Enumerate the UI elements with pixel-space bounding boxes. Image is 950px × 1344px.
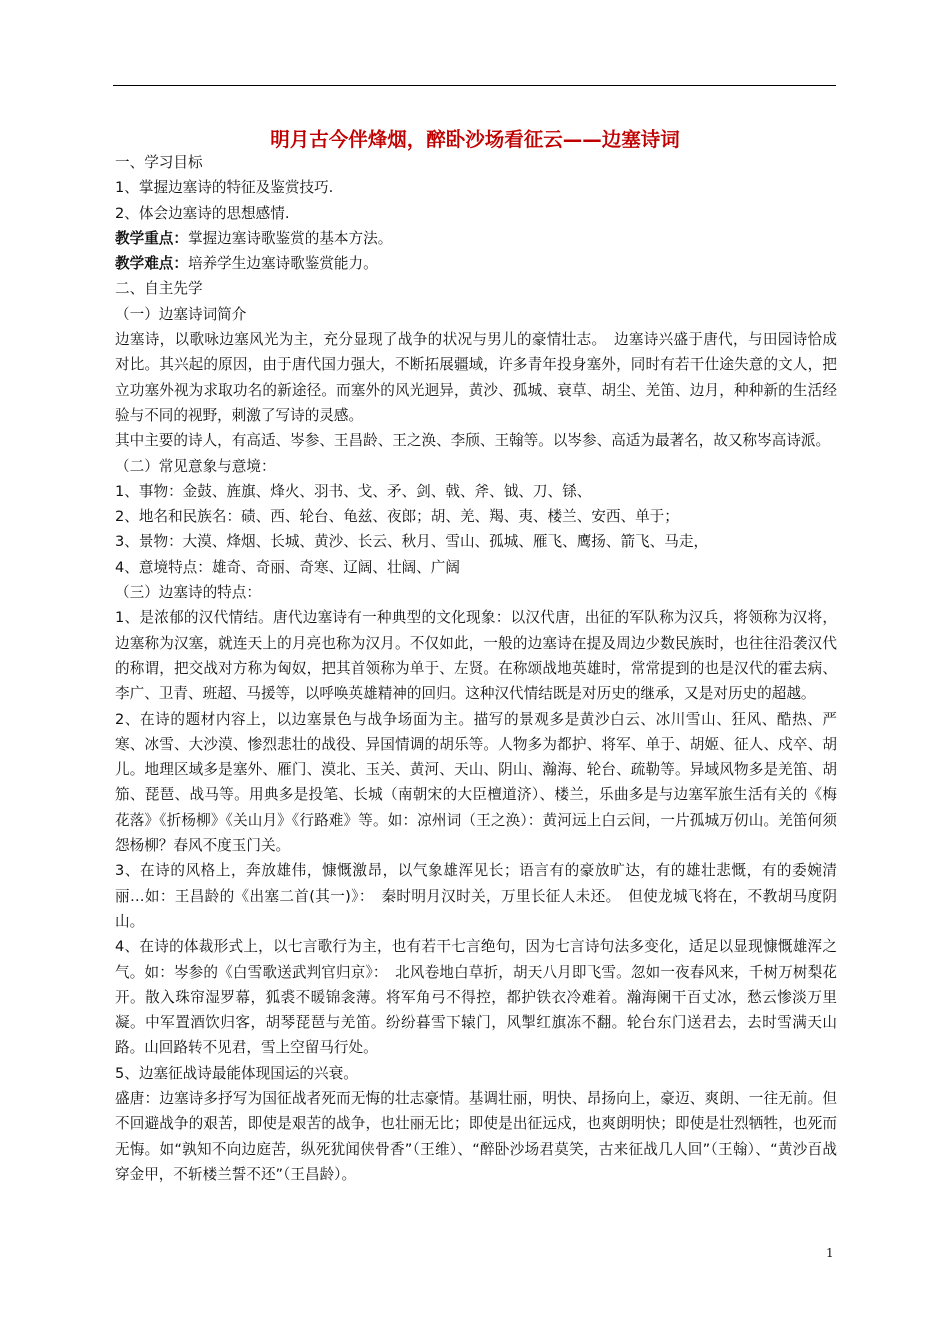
imagery-item: 1、事物：金鼓、旌旗、烽火、羽书、戈、矛、剑、戟、斧、钺、刀、铩、	[115, 482, 592, 500]
subsection-heading: （一）边塞诗词简介	[115, 305, 247, 323]
paragraph-intro: 边塞诗，以歌咏边塞风光为主，充分显现了战争的状况与男儿的豪情壮志。 边塞诗兴盛于唐代，与田园诗恰成对比。其兴起的原因，由于唐代国力强大，不断拓展疆域，许多青年投身塞外，同时有若干仕途失意的文人，把立功塞外视为求取功名的新途径。而塞外的风光迥异，黄沙、孤城、衰草、胡尘、羌笛、边月，种种新的生活经验与不同的视野，刺激了写诗的灵感。	[115, 331, 837, 424]
key-point-label: 教学重点：	[115, 229, 188, 247]
imagery-item: 3、景物：大漠、烽烟、长城、黄沙、长云、秋月、雪山、孤城、雁飞、鹰扬、箭飞、马走，	[115, 533, 709, 551]
goal-item: 2、体会边塞诗的思想感情.	[115, 204, 290, 222]
subsection-heading: （三）边塞诗的特点：	[115, 584, 261, 602]
goal-item: 1、掌握边塞诗的特征及鉴赏技巧.	[115, 179, 334, 197]
page-title: 明月古今伴烽烟，醉卧沙场看征云——边塞诗词	[270, 128, 680, 151]
subsection-heading: （二）常见意象与意境：	[115, 457, 276, 475]
key-point-text: 掌握边塞诗歌鉴赏的基本方法。	[187, 229, 393, 247]
feature-paragraph: 5、边塞征战诗最能体现国运的兴衰。	[115, 1064, 358, 1082]
header-rule	[113, 85, 836, 86]
feature-paragraph: 1、是浓郁的汉代情结。唐代边塞诗有一种典型的文化现象：以汉代唐，出征的军队称为汉兵，将领称为汉将，边塞称为汉塞，就连天上的月亮也称为汉月。不仅如此，一般的边塞诗在提及周边少数民族时，也往往沿袭汉代的称谓，把交战对方称为匈奴，把其首领称为单于、左贤。在称颂战地英雄时，常常提到的也是汉代的霍去病、李广、卫青、班超、马援等，以呼唤英雄精神的回归。这种汉代情结既是对历史的继承，又是对历史的超越。	[115, 609, 837, 703]
section-heading-goals: 一、学习目标	[115, 154, 203, 171]
difficulty-label: 教学难点：	[115, 255, 188, 273]
feature-paragraph: 盛唐：边塞诗多抒写为国征战者死而无悔的壮志豪情。基调壮丽，明快、昂扬向上，豪迈、爽朗、一往无前。但不回避战争的艰苦，即使是艰苦的战争，也壮丽无比；即使是出征远戍，也爽朗明快；即使是壮烈牺牲，也死而无悔。如“孰知不向边庭苦，纵死犹闻侠骨香”（王维）、“醉卧沙场君莫笑，古来征战几人回”（王翰）、“黄沙百战穿金甲，不斩楼兰誓不还”（王昌龄）。	[115, 1089, 837, 1183]
paragraph-poets: 其中主要的诗人，有高适、岑参、王昌龄、王之涣、李颀、王翰等。以岑参、高适为最著名，故又称岑高诗派。	[115, 432, 831, 450]
imagery-item: 2、地名和民族名：碛、西、轮台、龟兹、夜郎；胡、羌、羯、夷、楼兰、安西、单于；	[115, 508, 679, 526]
page-number: 1	[826, 1246, 834, 1260]
section-heading-self-study: 二、自主先学	[115, 280, 203, 298]
difficulty-text: 培养学生边塞诗歌鉴赏能力。	[187, 255, 378, 273]
feature-paragraph: 3、在诗的风格上，奔放雄伟，慷慨激昂，以气象雄浑见长；语言有的豪放旷达，有的雄壮悲慨，有的委婉清丽…如：王昌龄的《出塞二首(其一)》： 秦时明月汉时关，万里长征人未还。 但使龙城飞将在，不教胡马度阴山。	[115, 862, 837, 930]
feature-paragraph: 2、在诗的题材内容上，以边塞景色与战争场面为主。描写的景观多是黄沙白云、冰川雪山、狂风、酷热、严寒、冰雪、大沙漠、惨烈悲壮的战役、异国情调的胡乐等。人物多为都护、将军、单于、胡姬、征人、戍卒、胡儿。地理区域多是塞外、雁门、漠北、玉关、黄河、天山、阴山、瀚海、轮台、疏勒等。异域风物多是羌笛、胡笳、琵琶、战马等。用典多是投笔、长城（南朝宋的大臣檀道济）、楼兰，乐曲多是与边塞军旅生活有关的《梅花落》《折杨柳》《关山月》《行路难》等。如：凉州词（王之涣）：黄河远上白云间，一片孤城万仞山。羌笛何须怨杨柳？春风不度玉门关。	[115, 710, 837, 855]
teaching-key-point	[115, 226, 837, 251]
imagery-item: 4、意境特点：雄奇、奇丽、奇寒、辽阔、壮阔、广阔	[115, 558, 460, 576]
document-body	[115, 150, 837, 1187]
feature-paragraph: 4、在诗的体裁形式上，以七言歌行为主，也有若干七言绝句，因为七言诗句法多变化，适足以显现慷慨雄浑之气。如：岑参的《白雪歌送武判官归京》： 北风卷地白草折，胡天八月即飞雪。忽如一夜春风来，千树万树梨花开。散入珠帘湿罗幕，狐裘不暖锦衾薄。将军角弓不得控，都护铁衣冷难着。瀚海阑干百丈冰，愁云惨淡万里凝。中军置酒饮归客，胡琴琵琶与羌笛。纷纷暮雪下辕门，风掣红旗冻不翻。轮台东门送君去，去时雪满天山路。山回路转不见君，雪上空留马行处。	[115, 938, 837, 1057]
teaching-difficulty	[115, 251, 837, 276]
